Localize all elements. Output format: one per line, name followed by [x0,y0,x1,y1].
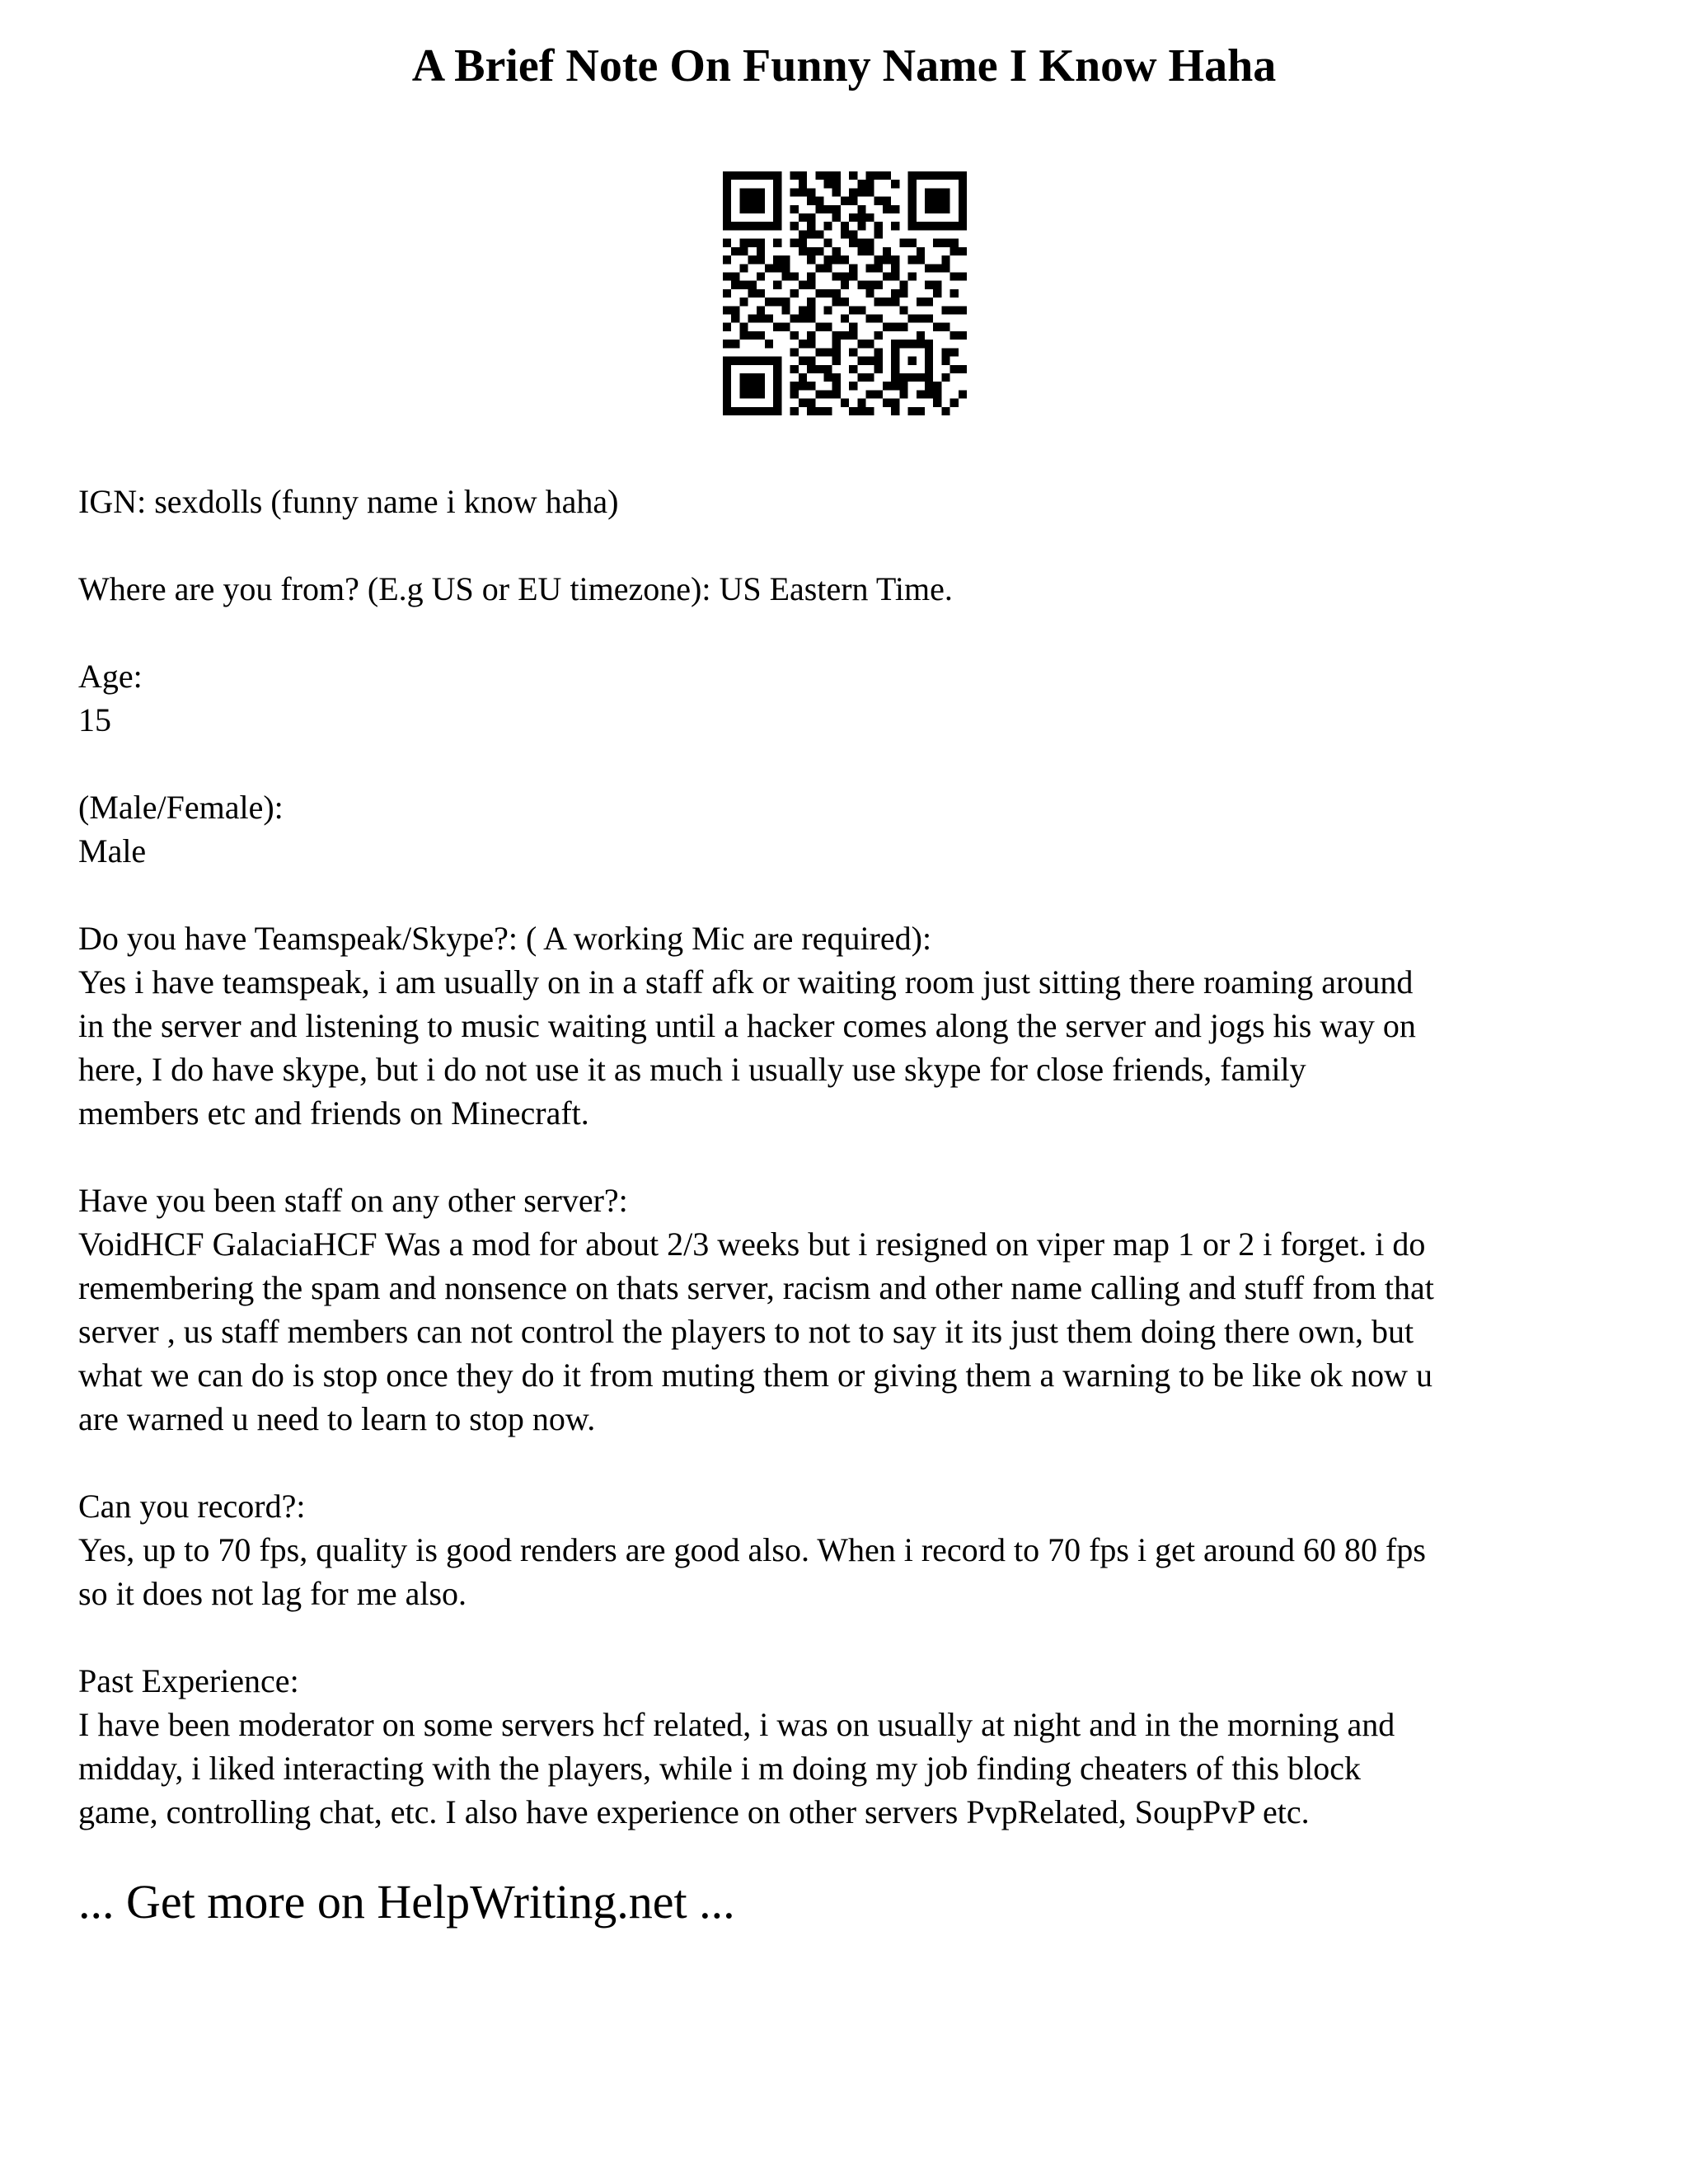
ign-line: IGN: sexdolls (funny name i know haha) [78,483,619,520]
staff-label: Have you been staff on any other server?: [78,1182,628,1219]
gender-value: Male [78,832,147,869]
gender-paragraph [78,785,1628,873]
voice-answer-line: Yes i have teamspeak, i am usually on in a staff afk or waiting room just sitting there roaming around [78,963,1414,1001]
experience-answer-line: I have been moderator on some servers hcf related, i was on usually at night and in the morning and [78,1706,1395,1743]
document-body [78,480,1628,1877]
experience-answer-line: game, controlling chat, etc. I also have experience on other servers PvpRelated, SoupPvP etc. [78,1793,1310,1830]
record-answer-line: so it does not lag for me also. [78,1575,467,1612]
record-answer-line: Yes, up to 70 fps, quality is good renders are good also. When i record to 70 fps i get around 60 80 fps [78,1531,1426,1568]
document-title: A Brief Note On Funny Name I Know Haha [411,40,1277,91]
staff-answer-line: VoidHCF GalaciaHCF Was a mod for about 2/3 weeks but i resigned on viper map 1 or 2 i forget. i do [78,1226,1426,1263]
gender-label: (Male/Female): [78,789,284,826]
age-paragraph [78,654,1628,742]
voice-answer-line: in the server and listening to music waiting until a hacker comes along the server and jogs his way on [78,1007,1416,1044]
location-paragraph [78,567,1628,611]
experience-label: Past Experience: [78,1662,299,1699]
staff-answer-line: are warned u need to learn to stop now. [78,1400,596,1437]
qr-code-icon [723,171,967,415]
voice-label: Do you have Teamspeak/Skype?: ( A working Mic are required): [78,920,932,957]
ign-paragraph [78,480,1628,523]
age-label: Age: [78,658,143,695]
voice-answer-line: here, I do have skype, but i do not use it as much i usually use skype for close friends, family [78,1051,1306,1088]
location-line: Where are you from? (E.g US or EU timezone): US Eastern Time. [78,570,953,607]
voice-answer-line: members etc and friends on Minecraft. [78,1094,589,1132]
experience-paragraph [78,1659,1628,1834]
staff-answer-line: what we can do is stop once they do it from muting them or giving them a warning to be like ok now u [78,1357,1433,1394]
staff-answer-line: remembering the spam and nonsence on thats server, racism and other name calling and stuff from that [78,1269,1434,1306]
staff-paragraph [78,1179,1628,1441]
record-label: Can you record?: [78,1488,306,1525]
record-paragraph [78,1484,1628,1615]
voice-paragraph [78,916,1628,1135]
age-value: 15 [78,701,111,738]
footer-link[interactable]: ... Get more on HelpWriting.net ... [78,1875,735,1929]
staff-answer-line: server , us staff members can not control the players to not to say it its just them doing there own, but [78,1313,1414,1350]
experience-answer-line: midday, i liked interacting with the players, while i m doing my job finding cheaters of this block [78,1750,1361,1787]
